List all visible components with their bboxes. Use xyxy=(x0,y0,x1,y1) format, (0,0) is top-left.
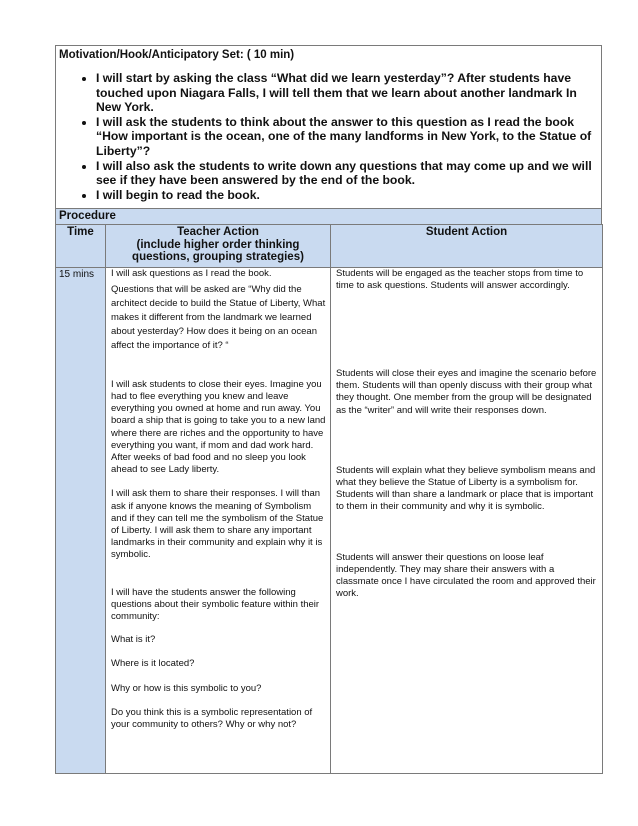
student-text: Students will be engaged as the teacher stops from time to time to ask questions. Students will answer accordingly. xyxy=(336,267,584,291)
teacher-action-header xyxy=(106,225,331,268)
teacher-text: Questions that will be asked are “Why did the architect decide to build the Statue of Liberty, What makes it different from the landmark we learned about yesterday? How does it being on an ocean affect the importance of it? “ xyxy=(111,283,326,351)
teacher-header-line: Teacher Action xyxy=(177,226,259,238)
teacher-question: What is it? xyxy=(111,634,156,646)
procedure-label: Procedure xyxy=(55,208,602,224)
procedure-table xyxy=(55,224,603,774)
student-text: Students will explain what they believe symbolism means and what they believe the Statue of Liberty is a symbolism for. Students will than share a landmark or place that is important to them in their community and why it is symbolic. xyxy=(336,464,596,513)
motivation-section xyxy=(55,45,602,208)
procedure-header-row xyxy=(56,225,603,268)
teacher-header-line: questions, grouping strategies) xyxy=(132,251,304,263)
student-text: Students will answer their questions on loose leaf independently. They may share their answers with a classmate once I have circulated the room and approved their work. xyxy=(336,551,596,600)
teacher-text: I will ask students to close their eyes. Imagine you had to flee everything you knew and leave everything you owned at home and run away. You board a ship that is going to take you to a new land where there are riches and the opportunity to have everything you want, if mom and dad work hard. After weeks of bad food and no sleep you look ahead to see Lady liberty. xyxy=(111,378,326,476)
teacher-action-cell xyxy=(106,267,331,773)
motivation-bullet: • I will start by asking the class “What did we learn yesterday”? After students have touched upon Niagara Falls, I will tell them that we learn about another landmark In New York. xyxy=(96,71,601,115)
motivation-title: Motivation/Hook/Anticipatory Set: ( 10 min) xyxy=(59,49,295,61)
student-action-header xyxy=(331,225,603,268)
motivation-bullet: • I will also ask the students to write down any questions that may come up and we will see if they have been answered by the end of the book. xyxy=(96,159,601,188)
motivation-bullet: • I will ask the students to think about the answer to this question as I read the book “How important is the ocean, one of the many landforms in New York, to the Statue of Liberty”? xyxy=(96,115,601,159)
teacher-header-line: (include higher order thinking xyxy=(136,238,300,251)
motivation-bullet: • I will begin to read the book. xyxy=(96,188,601,203)
time-header-label: Time xyxy=(67,226,94,238)
teacher-question: Why or how is this symbolic to you? xyxy=(111,682,262,694)
student-text: Students will close their eyes and imagine the scenario before them. Students will than openly discuss with their group what they thought. One member from the group will be designated as the “writer” and will write their responses down. xyxy=(336,367,597,416)
teacher-question: Where is it located? xyxy=(111,658,195,670)
lesson-plan-page xyxy=(55,45,602,774)
student-action-cell xyxy=(331,267,603,773)
teacher-text: I will have the students answer the following questions about their symbolic feature within their community: xyxy=(111,586,320,622)
student-header-label: Student Action xyxy=(425,226,508,238)
time-value: 15 mins xyxy=(59,268,95,280)
time-header xyxy=(56,225,106,268)
teacher-text: I will ask them to share their responses. I will than ask if anyone knows the meaning of Symbolism and if they can tell me the symbolism of the Statue of Liberty. I will ask them to share any important landmarks in their community and explain why it is symbolic. xyxy=(111,488,324,561)
teacher-question: Do you think this is a symbolic representation of your community to others? Why or why not? xyxy=(111,706,313,730)
procedure-row xyxy=(56,267,603,773)
time-cell xyxy=(56,267,106,773)
teacher-text: I will ask questions as I read the book. xyxy=(111,267,272,279)
motivation-bullets xyxy=(56,71,601,202)
